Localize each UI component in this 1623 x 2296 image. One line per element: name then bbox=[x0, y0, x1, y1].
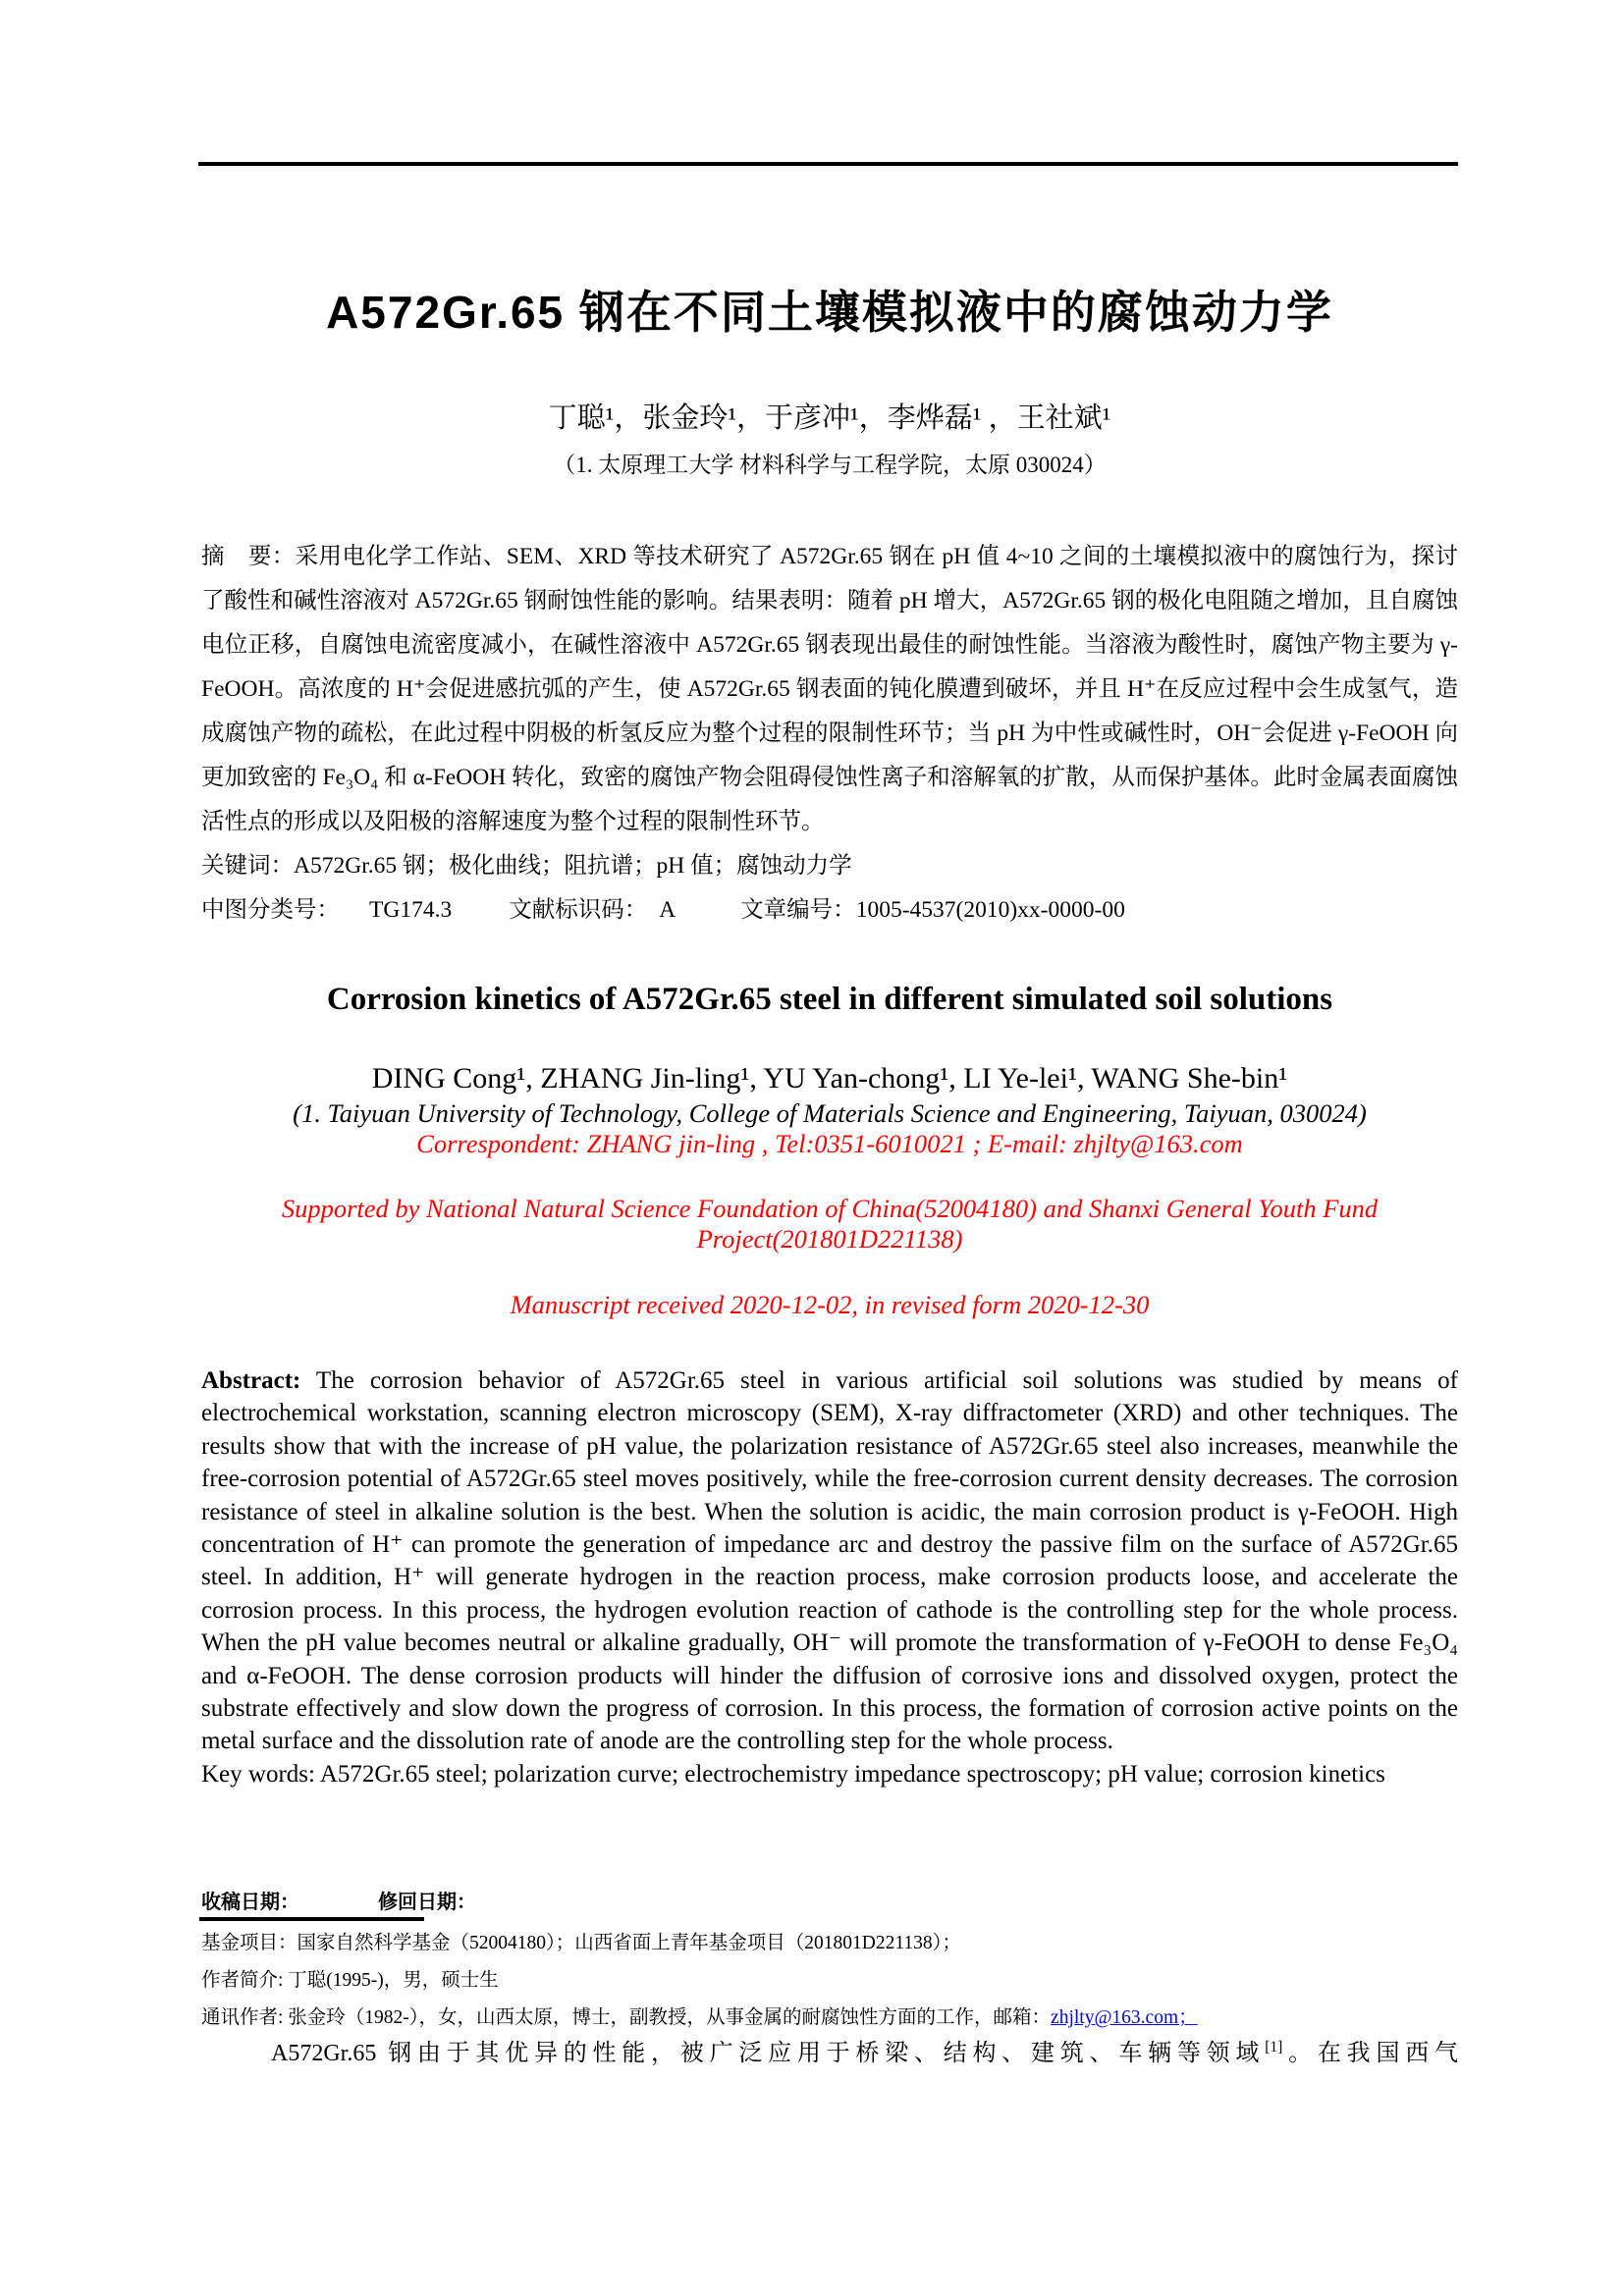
english-keywords bbox=[201, 1758, 1458, 1790]
citation-marker: [1] bbox=[1265, 2039, 1283, 2056]
manuscript-received-line: Manuscript received 2020-12-02, in revised form 2020-12-30 bbox=[510, 1290, 1150, 1319]
clc-value: TG174.3 bbox=[369, 897, 453, 923]
email-link[interactable]: zhjlty@163.com； bbox=[1051, 2007, 1198, 2028]
corresponding-author-text: 通讯作者: 张金玲（1982-），女，山西太原，博士，副教授，从事金属的耐腐蚀性方面的工作，邮箱： bbox=[201, 2007, 1052, 2028]
english-authors: DING Cong¹, ZHANG Jin-ling¹, YU Yan-chong¹, LI Ye-lei¹, WANG She-bin¹ bbox=[371, 1062, 1288, 1095]
english-abstract-block bbox=[201, 1364, 1458, 1790]
english-title: Corrosion kinetics of A572Gr.65 steel in different simulated soil solutions bbox=[326, 982, 1333, 1017]
english-affiliation: (1. Taiyuan University of Technology, College of Materials Science and Engineering, Taiyuan, 030024) bbox=[293, 1098, 1367, 1128]
english-keywords-text: A572Gr.65 steel; polarization curve; electrochemistry impedance spectroscopy; pH value; corrosion kinetics bbox=[314, 1760, 1385, 1788]
chinese-affiliation: （1. 太原理工大学 材料科学与工程学院，太原 030024） bbox=[553, 453, 1107, 477]
chinese-abstract-label: 摘 要： bbox=[201, 544, 296, 569]
received-date-label: 收稿日期： bbox=[201, 1892, 299, 1913]
clc-label: 中图分类号： bbox=[201, 897, 340, 923]
intro-text-after-citation: 。在我国西气 bbox=[1282, 2041, 1458, 2066]
doc-code-value: A bbox=[659, 897, 676, 923]
footnote-separator-rule bbox=[199, 1917, 424, 1921]
chinese-abstract bbox=[201, 535, 1458, 844]
article-id-value: 1005-4537(2010)xx-0000-00 bbox=[855, 897, 1125, 923]
corresponding-author-line bbox=[201, 2000, 1458, 2037]
intro-text-before-citation: A572Gr.65 钢由于其优异的性能，被广泛应用于桥梁、结构、建筑、车辆等领域 bbox=[271, 2041, 1266, 2066]
funding-support-line: Supported by National Natural Science Foundation of China(52004180) and Shanxi General Youth Fund Project(201801D221138) bbox=[281, 1194, 1379, 1254]
english-abstract-label: Abstract: bbox=[201, 1367, 301, 1394]
chinese-title: A572Gr.65 钢在不同土壤模拟液中的腐蚀动力学 bbox=[326, 287, 1333, 338]
english-abstract-text: The corrosion behavior of A572Gr.65 steel in various artificial soil solutions was studied by means of electrochemical workstation, scanning electron microscopy (SEM), X-ray diffractometer (XRD) and other techniques. The results show that with the increase of pH value, the polarization resistance of A572Gr.65 steel also increases, meanwhile the free-corrosion potential of A572Gr.65 steel moves positively, while the free-corrosion current density decreases. The corrosion resistance of steel in alkaline solution is the best. When the solution is acidic, the main corrosion product is γ-FeOOH. High concentration of H⁺ can promote the generation of impedance arc and destroy the passive film on the surface of A572Gr.65 steel. In addition, H⁺ will generate hydrogen in the reaction process, make corrosion products loose, and accelerate the corrosion process. In this process, the hydrogen evolution reaction of cathode is the controlling step for the whole process. When the pH value becomes neutral or alkaline gradually, OH⁻ will promote the transformation of γ-FeOOH to dense Fe₃O₄ and α-FeOOH. The dense corrosion products will hinder the diffusion of corrosive ions and dissolved oxygen, protect the substrate effectively and slow down the progress of corrosion. In this process, the formation of corrosion active points on the metal surface and the dissolution rate of anode are the controlling step for the whole process. bbox=[201, 1367, 1458, 1755]
author-bio-line: 作者简介: 丁聪(1995-)，男，硕士生 bbox=[201, 1970, 499, 1991]
article-meta-row bbox=[201, 888, 1458, 933]
fund-project-line: 基金项目：国家自然科学基金（52004180）；山西省面上青年基金项目（201801D221138）； bbox=[201, 1933, 961, 1953]
chinese-keywords-label: 关键词： bbox=[201, 853, 294, 879]
dates-row bbox=[201, 1890, 1458, 1915]
english-keywords-label: Key words: bbox=[201, 1760, 315, 1788]
correspondent-line: Correspondent: ZHANG jin-ling , Tel:0351-6010021 ; E-mail: zhjlty@163.com bbox=[416, 1129, 1243, 1158]
chinese-abstract-text: 采用电化学工作站、SEM、XRD 等技术研究了 A572Gr.65 钢在 pH 值 4~10 之间的土壤模拟液中的腐蚀行为，探讨了酸性和碱性溶液对 A572Gr.65 钢耐蚀性能的影响。结果表明：随着 pH 增大，A572Gr.65 钢的极化电阻随之增加，且自腐蚀电位正移，自腐蚀电流密度减小，在碱性溶液中 A572Gr.65 钢表现出最佳的耐蚀性能。当溶液为酸性时，腐蚀产物主要为 γ-FeOOH。高浓度的 H⁺会促进感抗弧的产生，使 A572Gr.65 钢表面的钝化膜遭到破坏，并且 H⁺在反应过程中会生成氢气，造成腐蚀产物的疏松，在此过程中阴极的析氢反应为整个过程的限制性环节；当 pH 为中性或碱性时，OH⁻会促进 γ-FeOOH 向更加致密的 Fe₃O₄ 和 α-FeOOH 转化，致密的腐蚀产物会阻碍侵蚀性离子和溶解氧的扩散，从而保护基体。此时金属表面腐蚀活性点的形成以及阳极的溶解速度为整个过程的限制性环节。 bbox=[201, 544, 1459, 834]
chinese-keywords-text: A572Gr.65 钢；极化曲线；阻抗谱；pH 值；腐蚀动力学 bbox=[294, 853, 852, 879]
chinese-keywords bbox=[201, 844, 1458, 888]
doc-code-label: 文献标识码： bbox=[509, 897, 648, 923]
header-rule bbox=[198, 162, 1458, 166]
revised-date-label: 修回日期： bbox=[378, 1892, 476, 1913]
article-id-label: 文章编号： bbox=[740, 897, 856, 923]
introduction-paragraph bbox=[201, 2034, 1458, 2073]
english-abstract bbox=[201, 1364, 1458, 1758]
footnotes-block bbox=[201, 1925, 1458, 2037]
chinese-authors: 丁聪¹，张金玲¹，于彦冲¹，李烨磊¹ ，王社斌¹ bbox=[548, 402, 1111, 434]
